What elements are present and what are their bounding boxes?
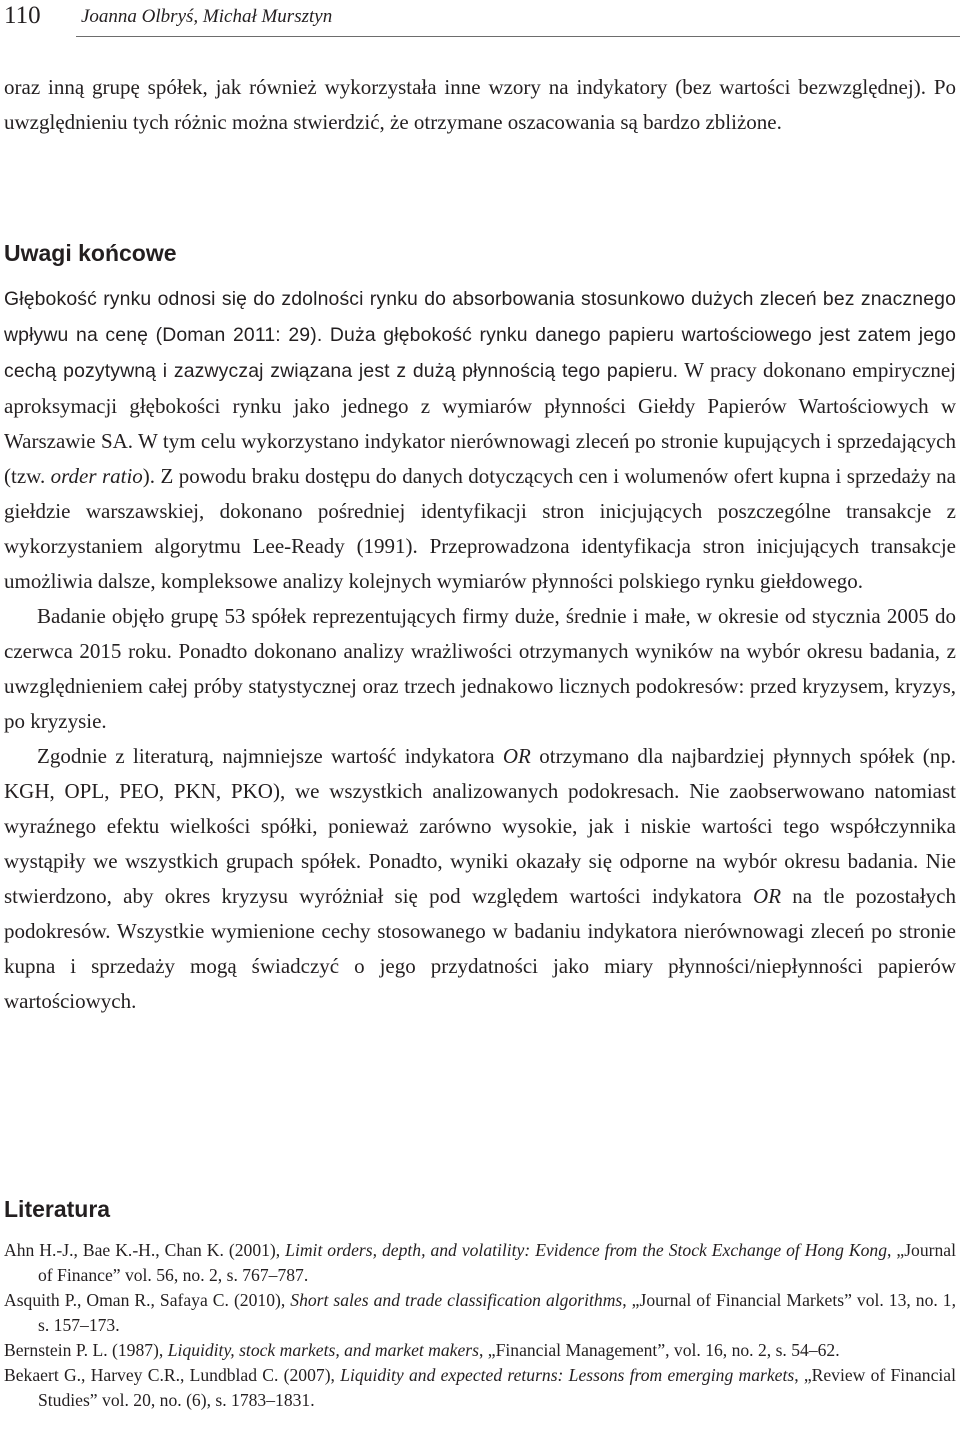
reference-title: Limit orders, depth, and volatility: Evidence from the Stock Exchange of Hong Kong xyxy=(285,1240,888,1260)
page-number: 110 xyxy=(4,2,41,29)
reference-authors: Ahn H.-J., Bae K.-H., Chan K. (2001), xyxy=(4,1240,286,1260)
intro-paragraph: oraz inną grupę spółek, jak również wykorzystała inne wzory na indykatory (bez wartości bezwzględnej). Po uwzględnieniu tych różnic można stwierdzić, że otrzymane oszacowania są bardzo zbliżone. xyxy=(4,75,956,134)
term-or-2: OR xyxy=(753,884,782,908)
reference-source: , „Financial Management”, vol. 16, no. 2, s. 54–62. xyxy=(479,1340,840,1360)
paragraph-1-sans-part: Głębokość rynku odnosi się do zdolności rynku do absorbowania stosunkowo dużych zleceń bez znacznego wpływu na cenę (Doman 2011: 29). Duża głębokość rynku danego papieru wartościowego jest zatem jego cechą pozytywną i zazwyczaj związana jest z dużą płynnością tego papieru. xyxy=(4,288,956,382)
reference-source: , „Journal of Financial Markets” vol. 13, no. 1, s. 157–173. xyxy=(38,1290,956,1335)
reference-title: Short sales and trade classification algorithms xyxy=(290,1290,623,1310)
running-header xyxy=(4,0,956,38)
reference-item xyxy=(4,1338,956,1363)
section-heading: Uwagi końcowe xyxy=(4,240,177,266)
reference-item xyxy=(4,1288,956,1338)
paragraph-3-text-1: Zgodnie z literaturą, najmniejsze wartość indykatora xyxy=(37,744,503,768)
paragraph-3 xyxy=(4,739,956,1019)
reference-authors: Asquith P., Oman R., Safaya C. (2010), xyxy=(4,1290,291,1310)
reference-authors: Bernstein P. L. (1987), xyxy=(4,1340,168,1360)
reference-item xyxy=(4,1238,956,1288)
paragraph-1 xyxy=(4,281,956,599)
paragraph-3-text-2: otrzymano dla najbardziej płynnych spółek (np. KGH, OPL, PEO, PKN, PKO), we wszystkich analizowanych podokresach. Nie zaobserwowano natomiast wyraźnego efektu wielkości spółki, ponieważ zarówno wysokie, jak i niskie wartości tego współczynnika wystąpiły we wszystkich grupach spółek. Ponadto, wyniki okazały się odporne na wybór okresu badania. Nie stwierdzono, aby okres kryzysu wyróżniał się pod względem wartości indykatora xyxy=(4,744,956,908)
reference-source: , „Review of Financial Studies” vol. 20, no. (6), s. 1783–1831. xyxy=(38,1365,956,1410)
reference-title: Liquidity and expected returns: Lessons from emerging markets xyxy=(340,1365,795,1385)
reference-list xyxy=(4,1238,956,1413)
paragraph-2: Badanie objęło grupę 53 spółek reprezentujących firmy duże, średnie i małe, w okresie od stycznia 2005 do czerwca 2015 roku. Ponadto dokonano analizy wrażliwości otrzymanych wyników na wybór okresu badania, z uwzględnieniem całej próby statystycznej oraz trzech jednakowo licznych podokresów: przed kryzysem, kryzys, po kryzysie. xyxy=(4,604,956,733)
running-header-authors: Joanna Olbryś, Michał Mursztyn xyxy=(81,6,333,27)
paragraph-1-text-b: ). Z powodu braku dostępu do danych dotyczących cen i wolumenów ofert kupna i sprzedaży na giełdzie warszawskiej, dokonano pośredniej identyfikacji stron inicjujących poszczególne transakcje z wykorzystaniem algorytmu Lee-Ready (1991). Przeprowadzona identyfikacja stron inicjujących transakcje umożliwia dalsze, kompleksowe analizy kolejnych wymiarów płynności polskiego rynku giełdowego. xyxy=(4,464,957,593)
section-body xyxy=(4,281,956,1019)
paragraph-1-text-a: W pracy dokonano empirycznej aproksymacji głębokości rynku jako jednego z wymiarów płynności Giełdy Papierów Wartościowych w Warszawie SA. W tym celu wykorzystano indykator nierównowagi zleceń po stronie kupujących i sprzedających (tzw. xyxy=(4,358,956,488)
term-or-1: OR xyxy=(502,744,531,768)
header-rule xyxy=(76,36,960,37)
reference-item xyxy=(4,1363,956,1413)
term-order-ratio: order ratio xyxy=(50,464,143,488)
reference-title: Liquidity, stock markets, and market makers xyxy=(167,1340,479,1360)
references-heading: Literatura xyxy=(4,1196,111,1222)
reference-authors: Bekaert G., Harvey C.R., Lundblad C. (2007), xyxy=(4,1365,341,1385)
reference-source: , „Journal of Finance” vol. 56, no. 2, s. 767–787. xyxy=(38,1240,957,1285)
paragraph-3-text-3: na tle pozostałych podokresów. Wszystkie wymienione cechy stosowanego w badaniu indykatora nierównowagi zleceń po stronie kupna i sprzedaży mogą świadczyć o jego przydatności jako miary płynności/niepłynności papierów wartościowych. xyxy=(4,884,956,1013)
intro-text xyxy=(4,70,956,140)
